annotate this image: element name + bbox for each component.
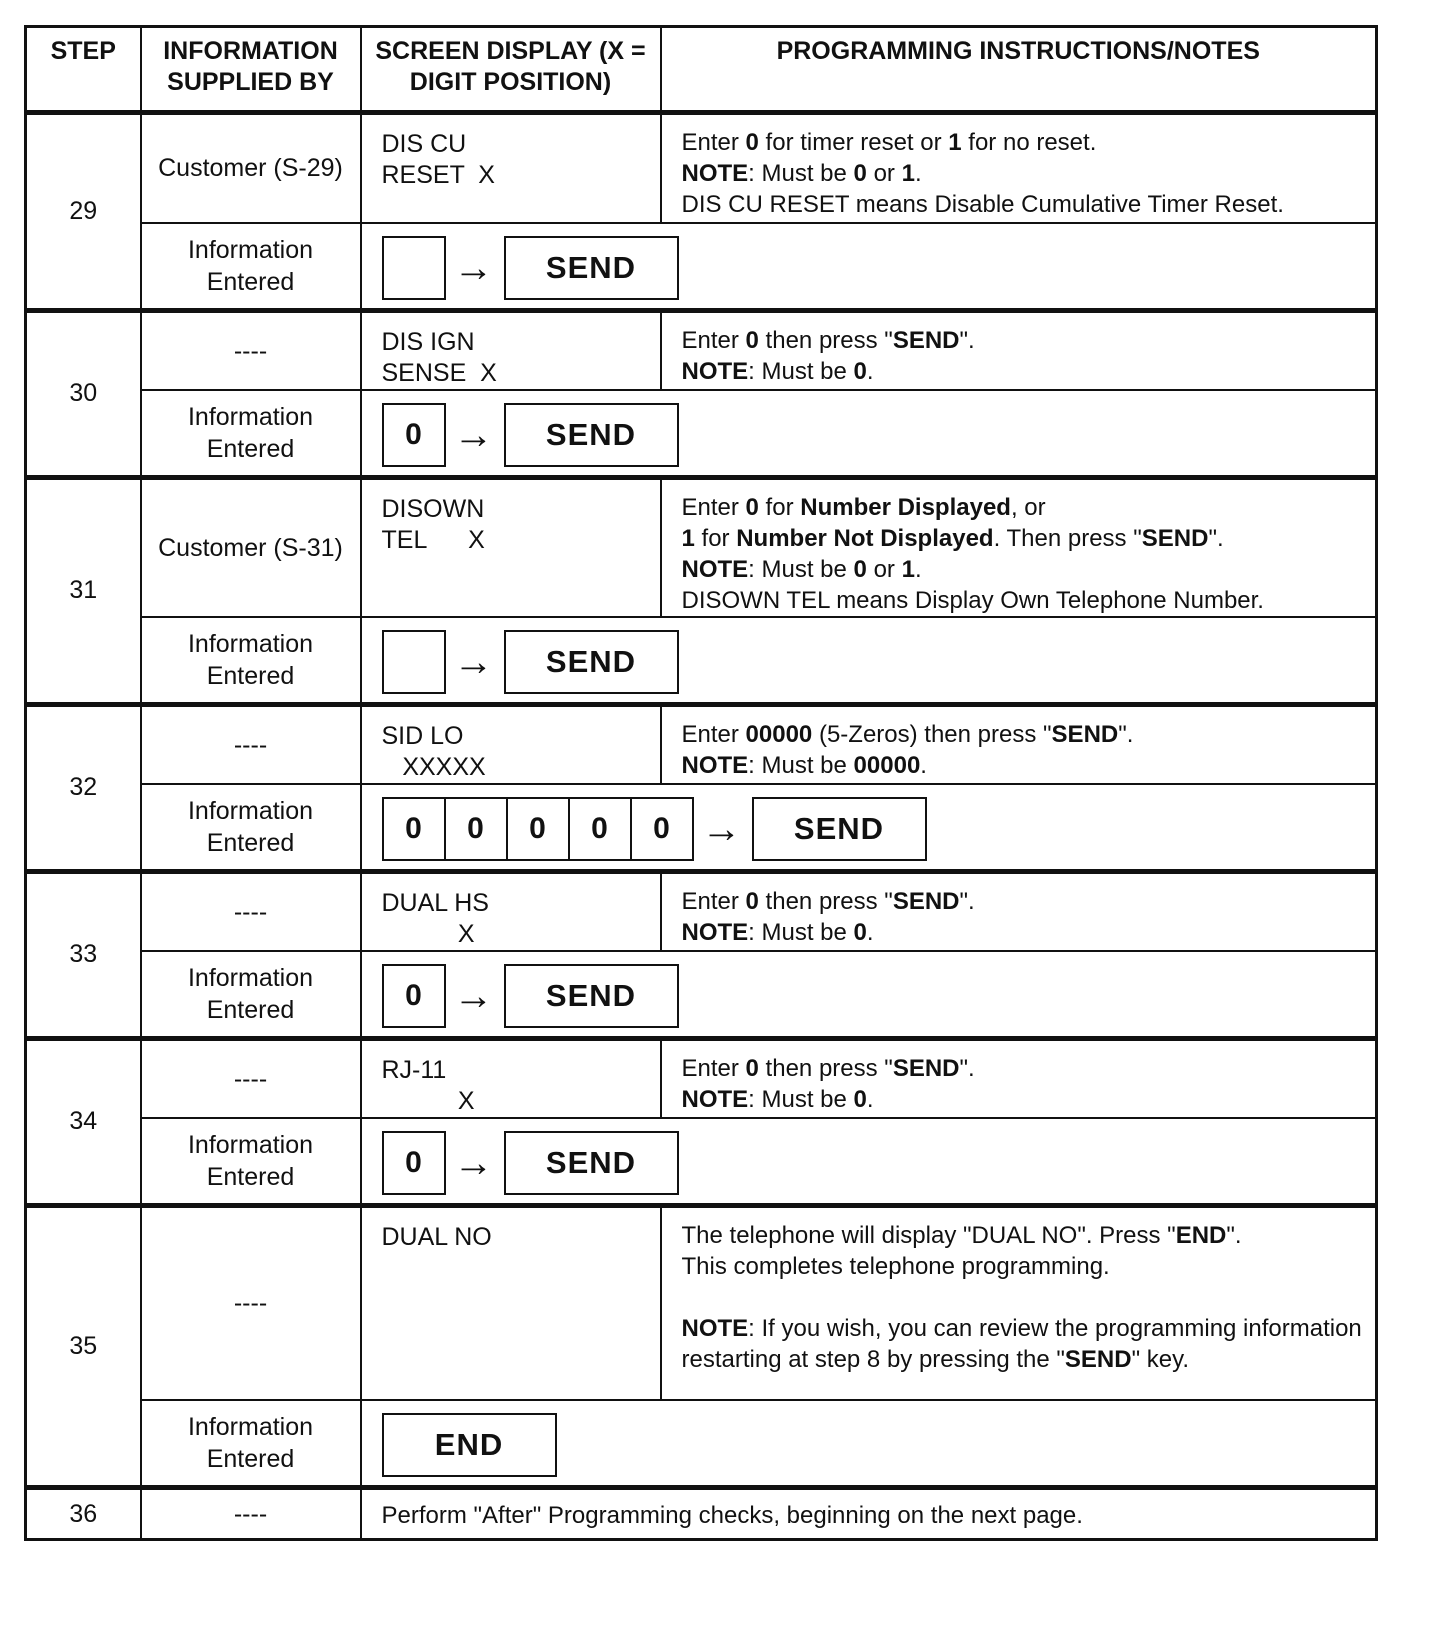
send-key[interactable]: SEND [504, 630, 679, 694]
arrow-right-icon: → [453, 1140, 494, 1185]
key-row [382, 1413, 1376, 1477]
key-sequence [361, 617, 1377, 705]
end-key[interactable]: END [382, 1413, 557, 1477]
step-number: 29 [26, 113, 141, 311]
arrow-right-icon: → [453, 639, 494, 684]
step-row [26, 1205, 1377, 1400]
instruction-line: The telephone will display "DUAL NO". Press "END". [681, 1221, 1242, 1249]
step-row [26, 310, 1377, 390]
info-entered-line1: Information [187, 235, 314, 264]
instructions [661, 1038, 1377, 1118]
step-row [26, 1038, 1377, 1118]
instruction-line: NOTE: Must be 00000. [681, 751, 927, 779]
key-row [382, 403, 1376, 467]
digit-key[interactable]: 0 [506, 797, 570, 861]
supplied-by: ---- [141, 871, 361, 951]
info-entered-label [141, 1400, 361, 1488]
instruction-line: Enter 00000 (5-Zeros) then press "SEND". [681, 720, 1134, 748]
step-row [26, 477, 1377, 617]
digit-boxes [382, 236, 444, 300]
instruction-line: This completes telephone programming. [681, 1252, 1110, 1280]
key-sequence [361, 784, 1377, 872]
final-instruction: Perform "After" Programming checks, beginning on the next page. [361, 1488, 1377, 1540]
step-number: 34 [26, 1038, 141, 1205]
key-row [382, 1131, 1376, 1195]
programming-table [24, 25, 1378, 1541]
send-key[interactable]: SEND [504, 1131, 679, 1195]
instruction-line [682, 1282, 1368, 1313]
entered-row [26, 390, 1377, 478]
instructions [661, 310, 1377, 390]
instruction-line: Enter 0 then press "SEND". [681, 1054, 975, 1082]
entered-row [26, 951, 1377, 1039]
step-number: 32 [26, 704, 141, 871]
digit-boxes [382, 403, 444, 467]
info-entered-label [141, 617, 361, 705]
info-entered-line2: Entered [206, 828, 295, 857]
key-sequence [361, 390, 1377, 478]
digit-boxes [382, 630, 444, 694]
digit-key[interactable]: 0 [444, 797, 508, 861]
instruction-line: NOTE: If you wish, you can review the programming information restarting at step 8 by pressing the "SEND" key. [681, 1314, 1362, 1373]
instructions [661, 477, 1377, 617]
arrow-right-icon: → [701, 806, 742, 851]
info-entered-line1: Information [187, 629, 314, 658]
header-step: STEP [26, 27, 141, 113]
info-entered-label [141, 1118, 361, 1206]
key-row [382, 630, 1376, 694]
screen-display: DIS CU RESET X [361, 113, 661, 223]
send-key[interactable]: SEND [752, 797, 927, 861]
supplied-by: ---- [141, 704, 361, 784]
info-entered-line1: Information [187, 1413, 314, 1441]
digit-key[interactable]: 0 [382, 964, 446, 1028]
entered-row [26, 617, 1377, 705]
instruction-line: NOTE: Must be 0. [681, 1085, 874, 1113]
info-entered-line1: Information [187, 963, 314, 992]
key-row [382, 236, 1376, 300]
instruction-line: 1 for Number Not Displayed. Then press "SEND". [681, 524, 1224, 552]
instruction-line: NOTE: Must be 0 or 1. [681, 160, 922, 187]
instruction-line: Enter 0 then press "SEND". [681, 326, 975, 354]
supplied-by: ---- [141, 1488, 361, 1540]
supplied-by: Customer (S-29) [141, 113, 361, 223]
info-entered-line1: Information [187, 1130, 314, 1159]
info-entered-line1: Information [187, 402, 314, 431]
supplied-by: ---- [141, 1205, 361, 1400]
entered-row [26, 1118, 1377, 1206]
step-number: 31 [26, 477, 141, 704]
supplied-by: ---- [141, 1038, 361, 1118]
info-entered-label [141, 784, 361, 872]
info-entered-line2: Entered [206, 267, 295, 296]
step-row [26, 871, 1377, 951]
key-row [382, 964, 1376, 1028]
header-screen-display: SCREEN DISPLAY (X = DIGIT POSITION) [361, 27, 661, 113]
instruction-line: Enter 0 for timer reset or 1 for no reset. [681, 129, 1097, 156]
step-row [26, 113, 1377, 223]
digit-key[interactable]: 0 [382, 403, 446, 467]
info-entered-line1: Information [187, 796, 314, 825]
step-number: 30 [26, 310, 141, 477]
key-sequence [361, 1400, 1377, 1488]
instruction-line: NOTE: Must be 0. [681, 918, 874, 946]
header-supplied-by: INFORMATION SUPPLIED BY [141, 27, 361, 113]
info-entered-label [141, 390, 361, 478]
info-entered-line2: Entered [206, 995, 295, 1024]
send-key[interactable]: SEND [504, 236, 679, 300]
step-row [26, 704, 1377, 784]
final-row [26, 1488, 1377, 1540]
digit-key[interactable] [382, 630, 446, 694]
header-row [26, 27, 1377, 113]
instruction-line: DISOWN TEL means Display Own Telephone Number. [681, 586, 1264, 614]
key-row [382, 797, 1376, 861]
instruction-line: NOTE: Must be 0. [681, 357, 874, 385]
entered-row [26, 784, 1377, 872]
screen-display: DIS IGN SENSE X [361, 310, 661, 390]
send-key[interactable]: SEND [504, 964, 679, 1028]
entered-row [26, 1400, 1377, 1488]
screen-display: DUAL HS X [361, 871, 661, 951]
arrow-right-icon: → [453, 245, 494, 290]
screen-display: DUAL NO [361, 1205, 661, 1400]
screen-display: RJ-11 X [361, 1038, 661, 1118]
digit-key[interactable]: 0 [382, 1131, 446, 1195]
key-sequence [361, 951, 1377, 1039]
step-number: 35 [26, 1205, 141, 1488]
supplied-by: Customer (S-31) [141, 477, 361, 617]
instruction-line: DIS CU RESET means Disable Cumulative Timer Reset. [681, 191, 1284, 218]
screen-display: SID LO XXXXX [361, 704, 661, 784]
info-entered-label [141, 951, 361, 1039]
key-sequence [361, 223, 1377, 311]
supplied-by: ---- [141, 310, 361, 390]
key-sequence [361, 1118, 1377, 1206]
digit-key[interactable] [382, 236, 446, 300]
instructions [661, 1205, 1377, 1400]
info-entered-label [141, 223, 361, 311]
arrow-right-icon: → [453, 412, 494, 457]
header-instructions: PROGRAMMING INSTRUCTIONS/NOTES [661, 27, 1377, 113]
digit-boxes [382, 797, 692, 861]
digit-key[interactable]: 0 [630, 797, 694, 861]
step-number: 33 [26, 871, 141, 1038]
step-number: 36 [26, 1488, 141, 1540]
info-entered-line2: Entered [206, 661, 295, 690]
instructions [661, 113, 1377, 223]
digit-boxes [382, 964, 444, 1028]
digit-key[interactable]: 0 [382, 797, 446, 861]
send-key[interactable]: SEND [504, 403, 679, 467]
entered-row [26, 223, 1377, 311]
digit-boxes [382, 1131, 444, 1195]
instruction-line: Enter 0 then press "SEND". [681, 887, 975, 915]
info-entered-line2: Entered [206, 1162, 295, 1191]
digit-key[interactable]: 0 [568, 797, 632, 861]
instruction-line: Enter 0 for Number Displayed, or [681, 493, 1046, 521]
instruction-line: NOTE: Must be 0 or 1. [681, 555, 922, 583]
info-entered-line2: Entered [206, 434, 295, 463]
info-entered-line2: Entered [206, 1445, 295, 1473]
screen-display: DISOWN TEL X [361, 477, 661, 617]
instructions [661, 704, 1377, 784]
instructions [661, 871, 1377, 951]
arrow-right-icon: → [453, 973, 494, 1018]
